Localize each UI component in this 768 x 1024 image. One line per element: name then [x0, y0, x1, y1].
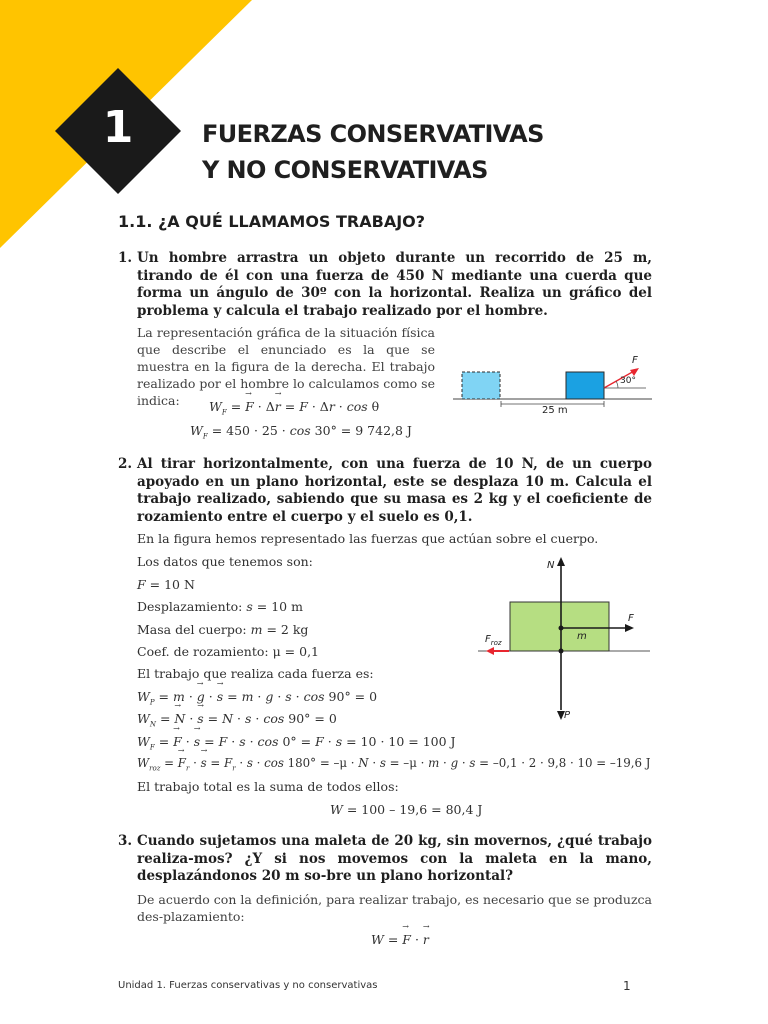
weight-label: P	[564, 710, 571, 721]
data-mass: Masa del cuerpo: m = 2 kg	[137, 622, 309, 637]
force-label-2: F	[628, 613, 634, 624]
distance-label: 25 m	[542, 405, 568, 416]
problem-2-statement	[118, 456, 652, 526]
problem-1-statement	[118, 250, 652, 320]
problem-3-text: Cuando sujetamos una maleta de 20 kg, sin movernos, ¿qué trabajo realiza-mos? ¿Y si nos movemos con la maleta en la mano, desplazándonos 20 m so-bre un plano horizontal?	[137, 833, 652, 884]
block-final	[566, 372, 604, 399]
chapter-title-line1: FUERZAS CONSERVATIVAS	[202, 120, 544, 148]
problem-2-work-intro: El trabajo que realiza cada fuerza es:	[137, 666, 374, 681]
force-label: F	[632, 355, 638, 366]
problem-2-intro: En la figura hemos representado las fuerzas que actúan sobre el cuerpo.	[137, 531, 599, 546]
angle-label: 30°	[620, 376, 636, 386]
equation-work-friction: $W_{roz}$ = → $F_r$ · → $s = F_r \cdot s \cdot \cos 180^\circ = -\mu \cdot N \cdot s = -\mu \cdot m \cdot g \cdot s = -0,1 \cdot 2 \cdot 9,8 \cdot 10 = -19,6$ J	[137, 756, 651, 772]
footer-unit: Unidad 1. Fuerzas conservativas y no conservativas	[118, 980, 378, 991]
data-friction-coef: Coef. de rozamiento: μ = 0,1	[137, 644, 319, 659]
friction-label: $F_{roz}$	[485, 634, 502, 647]
data-force: F = 10 N	[137, 577, 195, 592]
page-number: 1	[623, 979, 631, 993]
problem-3-statement	[118, 833, 652, 886]
section-title: 1.1. ¿A QUÉ LLAMAMOS TRABAJO?	[118, 212, 426, 231]
equation-work-normal: $W_N$ = → N · → s = N · s · cos 90° = 0	[137, 711, 337, 729]
figure-problem-1	[450, 348, 660, 418]
chapter-title-line2: Y NO CONSERVATIVAS	[202, 156, 488, 184]
block-initial	[462, 372, 500, 399]
problem-3-explanation: De acuerdo con la definición, para realizar trabajo, es necesario que se produzca des-plazamiento:	[137, 892, 652, 924]
mass-label: Masa del cuerpo:	[137, 622, 247, 637]
disp-label: Desplazamiento:	[137, 599, 243, 614]
problem-1-number: 1.	[118, 250, 133, 266]
equation-work-force: $W_F$ = → F · → s = F · s · cos 0° = F · s = 10 · 10 = 100 J	[137, 734, 456, 752]
problem-2-number: 2.	[118, 456, 133, 472]
problem-1-explanation: La representación gráfica de la situación física que describe el enunciado es la que se muestra en la figura de la derecha. El trabajo realizado por el hombre lo calculamos como se indica:	[137, 325, 435, 408]
equation-work-result: $W_F = 450 \cdot 25 \cdot \cos 30^\circ = 9$ 742,8 J	[190, 423, 412, 441]
equation-work-definition: $W_F$ = → F · Δ→ r = F · Δr · cos θ	[209, 399, 379, 417]
mass-label-fig: m	[577, 631, 587, 642]
equation-work-vector: W = → F · → r	[371, 932, 429, 947]
figure-problem-2	[478, 552, 658, 724]
coef-label: Coef. de rozamiento:	[137, 644, 269, 659]
chapter-number: 1	[102, 102, 134, 153]
problem-2-data-intro: Los datos que tenemos son:	[137, 554, 313, 569]
problem-2-text: Al tirar horizontalmente, con una fuerza de 10 N, de un cuerpo apoyado en un plano horizontal, este se desplaza 10 m. Calcula el trabajo realizado, sabiendo que su masa es 2 kg y el coeficiente de rozamiento entre el cuerpo y el suelo es 0,1.	[137, 456, 652, 525]
equation-total-work: W = 100 – 19,6 = 80,4 J	[330, 802, 483, 817]
problem-2-total-intro: El trabajo total es la suma de todos ellos:	[137, 779, 399, 794]
normal-label: N	[547, 560, 555, 571]
problem-1-text: Un hombre arrastra un objeto durante un recorrido de 25 m, tirando de él con una fuerza de 450 N mediante una cuerda que forma un ángulo de 30º con la horizontal. Realiza un gráfico del problema y calcula el trabajo realizado por el hombre.	[137, 250, 652, 319]
data-displacement: Desplazamiento: s = 10 m	[137, 599, 303, 614]
equation-work-weight: $W_P = m$ · → g · → s = m · g · s · cos 90° = 0	[137, 689, 377, 707]
problem-3-number: 3.	[118, 833, 133, 849]
chapter-title	[202, 116, 544, 188]
